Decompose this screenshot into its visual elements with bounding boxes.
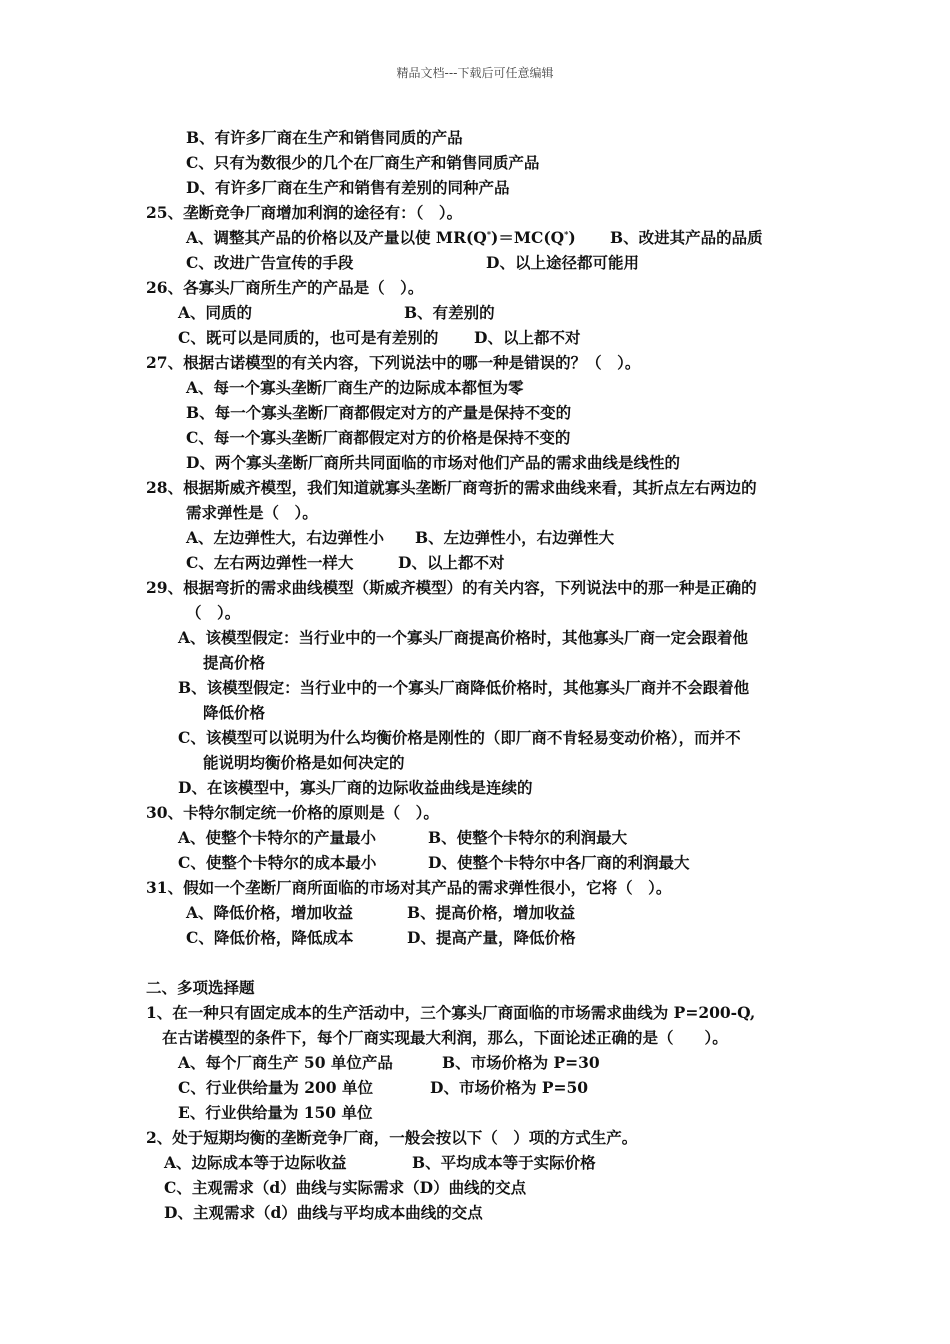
q30-option-b: B、使整个卡特尔的利润最大 (428, 828, 628, 847)
q25-options-cd (146, 252, 826, 277)
q29-stem-line1: 29、根据弯折的需求曲线模型（斯威齐模型）的有关内容，下列说法中的那一种是正确的 (146, 578, 757, 597)
q31-options-cd (146, 927, 826, 952)
q24-option-c: C、只有为数很少的几个在厂商生产和销售同质产品 (186, 153, 540, 172)
q25-options-ab (146, 227, 826, 252)
q28-option-b: B、左边弹性小，右边弹性大 (415, 528, 615, 547)
q31-option-c: C、降低价格，降低成本 (186, 928, 354, 947)
q30-option-c: C、使整个卡特尔的成本最小 (178, 853, 377, 872)
q26-options-cd (146, 327, 826, 352)
m1-stem-line2: 在古诺模型的条件下，每个厂商实现最大利润，那么，下面论述正确的是（ ）。 (162, 1028, 728, 1047)
q26-option-a: A、同质的 (178, 303, 253, 322)
q30-option-d: D、使整个卡特尔中各厂商的利润最大 (428, 853, 690, 872)
m1-option-a: A、每个厂商生产 50 单位产品 (178, 1053, 393, 1072)
q25-option-c: C、改进广告宣传的手段 (186, 253, 354, 272)
q31-option-d: D、提高产量，降低价格 (407, 928, 576, 947)
q30-option-a: A、使整个卡特尔的产量最小 (178, 828, 377, 847)
m2-option-b: B、平均成本等于实际价格 (412, 1153, 596, 1172)
q31-stem: 31、假如一个垄断厂商所面临的市场对其产品的需求弹性很小，它将（ ）。 (146, 878, 672, 897)
q28-option-c: C、左右两边弹性一样大 (186, 553, 354, 572)
section-title-multiple-choice: 二、多项选择题 (146, 978, 255, 997)
q26-option-b: B、有差别的 (404, 303, 495, 322)
q30-options-ab (146, 827, 826, 852)
q27-option-c: C、每一个寡头垄断厂商都假定对方的价格是保持不变的 (186, 428, 571, 447)
m1-options-ab (146, 1052, 826, 1077)
q26-stem: 26、各寡头厂商所生产的产品是（ ）。 (146, 278, 424, 297)
q24-option-b: B、有许多厂商在生产和销售同质的产品 (186, 128, 463, 147)
q28-option-a: A、左边弹性大，右边弹性小 (186, 528, 385, 547)
q29-option-b-line2: 降低价格 (203, 703, 266, 722)
q27-option-b: B、每一个寡头垄断厂商都假定对方的产量是保持不变的 (186, 403, 572, 422)
q29-stem-line2: （ ）。 (186, 603, 241, 622)
q30-stem: 30、卡特尔制定统一价格的原则是（ ）。 (146, 803, 439, 822)
q30-options-cd (146, 852, 826, 877)
m1-options-cd (146, 1077, 826, 1102)
q28-option-d: D、以上都不对 (398, 553, 505, 572)
q27-stem: 27、根据古诺模型的有关内容，下列说法中的哪一种是错误的？（ ）。 (146, 353, 641, 372)
m2-option-a: A、边际成本等于边际收益 (164, 1153, 347, 1172)
m1-option-d: D、市场价格为 P=50 (430, 1078, 589, 1097)
m2-stem: 2、处于短期均衡的垄断竞争厂商，一般会按以下（ ）项的方式生产。 (146, 1128, 638, 1147)
m1-option-c: C、行业供给量为 200 单位 (178, 1078, 373, 1097)
q28-stem-line1: 28、根据斯威齐模型，我们知道就寡头垄断厂商弯折的需求曲线来看，其折点左右两边的 (146, 478, 757, 497)
q31-option-b: B、提高价格，增加收益 (407, 903, 576, 922)
q27-option-a: A、每一个寡头垄断厂商生产的边际成本都恒为零 (186, 378, 524, 397)
m2-option-c: C、主观需求（d）曲线与实际需求（D）曲线的交点 (164, 1178, 527, 1197)
q31-option-a: A、降低价格，增加收益 (186, 903, 354, 922)
q31-options-ab (146, 902, 826, 927)
q29-option-a-line1: A、该模型假定：当行业中的一个寡头厂商提高价格时，其他寡头厂商一定会跟着他 (178, 628, 749, 647)
q26-option-c: C、既可以是同质的，也可是有差别的 (178, 328, 439, 347)
q26-option-d: D、以上都不对 (474, 328, 581, 347)
q26-options-ab (146, 302, 826, 327)
q29-option-a-line2: 提高价格 (203, 653, 266, 672)
q27-option-d: D、两个寡头垄断厂商所共同面临的市场对他们产品的需求曲线是线性的 (186, 453, 680, 472)
m1-stem-line1: 1、在一种只有固定成本的生产活动中，三个寡头厂商面临的市场需求曲线为 P=200-Q, (146, 1003, 756, 1022)
q25-option-a: A、调整其产品的价格以及产量以使 MR(Q*)＝MC(Q*) (186, 228, 576, 247)
m1-option-b: B、市场价格为 P=30 (442, 1053, 600, 1072)
q29-option-c-line1: C、该模型可以说明为什么均衡价格是刚性的（即厂商不肯轻易变动价格），而并不 (178, 728, 741, 747)
q29-option-b-line1: B、该模型假定：当行业中的一个寡头厂商降低价格时，其他寡头厂商并不会跟着他 (178, 678, 750, 697)
q24-option-d: D、有许多厂商在生产和销售有差别的同种产品 (186, 178, 510, 197)
q28-stem-line2: 需求弹性是（ ）。 (186, 503, 318, 522)
q29-option-c-line2: 能说明均衡价格是如何决定的 (203, 753, 405, 772)
q28-options-cd (146, 552, 826, 577)
document-body (146, 127, 826, 1227)
q25-stem: 25、垄断竞争厂商增加利润的途径有：（ ）。 (146, 203, 463, 222)
q25-option-d: D、以上途径都可能用 (486, 253, 639, 272)
m2-option-d: D、主观需求（d）曲线与平均成本曲线的交点 (164, 1203, 483, 1222)
m1-option-e: E、行业供给量为 150 单位 (178, 1103, 373, 1122)
q29-option-d: D、在该模型中，寡头厂商的边际收益曲线是连续的 (178, 778, 533, 797)
m2-options-ab (146, 1152, 826, 1177)
page-header: 精品文档---下载后可任意编辑 (396, 66, 554, 80)
spacer (146, 952, 826, 977)
q25-option-b: B、改进其产品的品质 (610, 228, 763, 247)
q28-options-ab (146, 527, 826, 552)
